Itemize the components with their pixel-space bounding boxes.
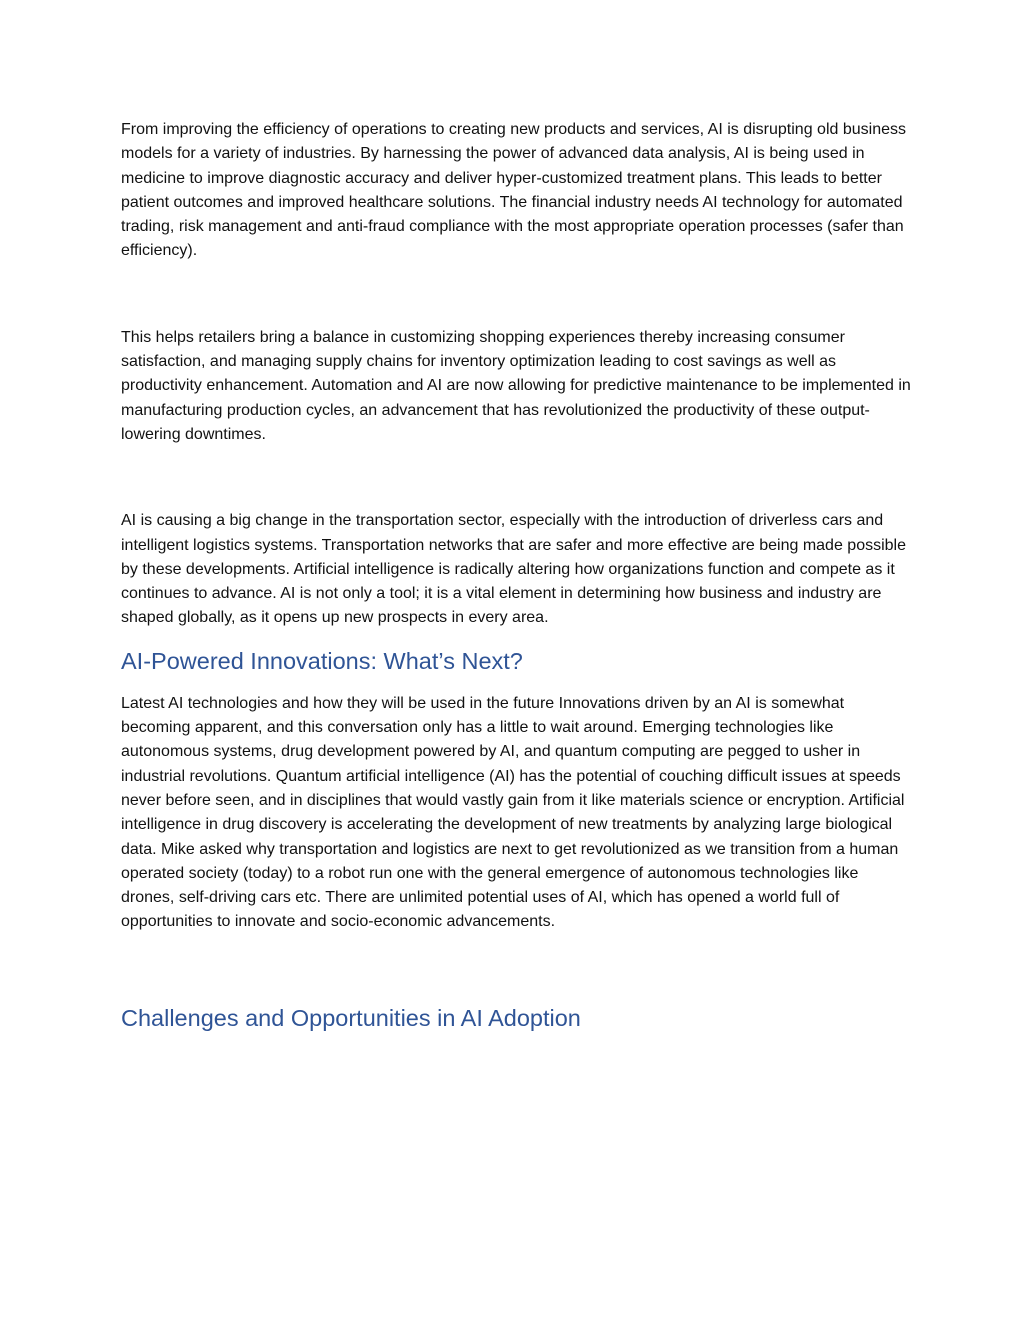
paragraph-future-innovations: Latest AI technologies and how they will be used in the future Innovations driven by an AI is somewhat becoming apparent, and this conversation only has a little to wait around. Emerging technologies like autonomous systems, drug development powered by AI, and quantum computing are pegged to usher in industrial revolutions. Quantum artificial intelligence (AI) has the potential of couching difficult issues at speeds never before seen, and in disciplines that would vastly gain from it like materials science or encryption. Artificial intelligence in drug discovery is accelerating the development of new treatments by analyzing large biological data. Mike asked why transportation and logistics are next to get revolutionized as we transition from a human operated society (today) to a robot run one with the general emergence of autonomous technologies like drones, self-driving cars etc. There are unlimited potential uses of AI, which has opened a world full of opportunities to innovate and socio-economic advancements.	[121, 694, 905, 931]
heading-challenges-opportunities: Challenges and Opportunities in AI Adoption	[121, 1004, 581, 1031]
paragraph-transportation: AI is causing a big change in the transportation sector, especially with the introduction of driverless cars and intelligent logistics systems. Transportation networks that are safer and more effective are being made possible by these developments. Artificial intelligence is radically altering how organizations function and compete as it continues to advance. AI is not only a tool; it is a vital element in determining how business and industry are shaped globally, as it opens up new prospects in every area.	[121, 512, 906, 627]
paragraph-ai-disruption: From improving the efficiency of operations to creating new products and services, AI is disrupting old business models for a variety of industries. By harnessing the power of advanced data analysis, AI is being used in medicine to improve diagnostic accuracy and deliver hyper-customized treatment plans. This leads to better patient outcomes and improved healthcare solutions. The financial industry needs AI technology for automated trading, risk management and anti-fraud compliance with the most appropriate operation processes (safer than efficiency).	[121, 121, 906, 260]
document-body	[121, 118, 911, 1033]
heading-ai-powered-innovations: AI-Powered Innovations: What’s Next?	[121, 647, 523, 674]
paragraph-retail-manufacturing: This helps retailers bring a balance in customizing shopping experiences thereby increasing consumer satisfaction, and managing supply chains for inventory optimization leading to cost savings as well as productivity enhancement. Automation and AI are now allowing for predictive maintenance to be implemented in manufacturing production cycles, an advancement that has revolutionized the productivity of these output-lowering downtimes.	[121, 328, 911, 443]
